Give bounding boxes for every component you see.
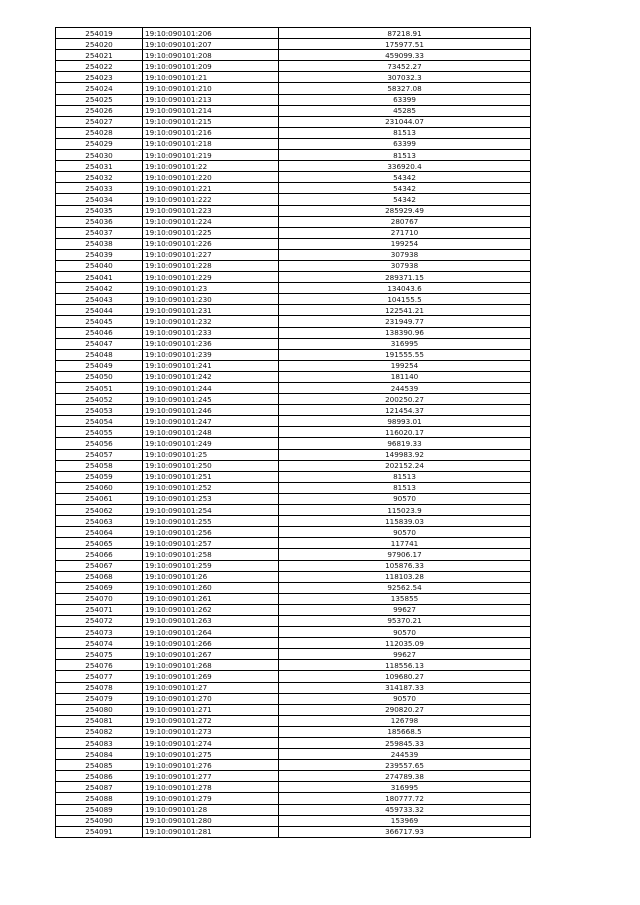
cadastral-number-cell: 19:10:090101:221 <box>143 183 279 194</box>
row-number-cell: 254069 <box>56 582 143 593</box>
row-number-cell: 254039 <box>56 249 143 260</box>
row-number-cell: 254068 <box>56 571 143 582</box>
value-cell: 115839.03 <box>279 516 531 527</box>
row-number-cell: 254089 <box>56 804 143 815</box>
value-cell: 87218.91 <box>279 28 531 39</box>
value-cell: 81513 <box>279 150 531 161</box>
cadastral-number-cell: 19:10:090101:227 <box>143 249 279 260</box>
cadastral-number-cell: 19:10:090101:280 <box>143 815 279 826</box>
cadastral-number-cell: 19:10:090101:229 <box>143 272 279 283</box>
table-row <box>56 360 531 371</box>
table-row <box>56 260 531 271</box>
table-row <box>56 482 531 493</box>
cadastral-number-cell: 19:10:090101:215 <box>143 116 279 127</box>
row-number-cell: 254087 <box>56 782 143 793</box>
table-row <box>56 826 531 837</box>
cadastral-number-cell: 19:10:090101:281 <box>143 826 279 837</box>
row-number-cell: 254049 <box>56 360 143 371</box>
row-number-cell: 254059 <box>56 471 143 482</box>
cadastral-number-cell: 19:10:090101:277 <box>143 771 279 782</box>
row-number-cell: 254080 <box>56 704 143 715</box>
cadastral-number-cell: 19:10:090101:242 <box>143 371 279 382</box>
table-row <box>56 316 531 327</box>
value-cell: 63399 <box>279 138 531 149</box>
table-row <box>56 216 531 227</box>
cadastral-number-cell: 19:10:090101:260 <box>143 582 279 593</box>
row-number-cell: 254046 <box>56 327 143 338</box>
table-row <box>56 305 531 316</box>
value-cell: 336920.4 <box>279 161 531 172</box>
row-number-cell: 254090 <box>56 815 143 826</box>
cadastral-number-cell: 19:10:090101:250 <box>143 460 279 471</box>
cadastral-number-cell: 19:10:090101:209 <box>143 61 279 72</box>
row-number-cell: 254057 <box>56 449 143 460</box>
value-cell: 289371.15 <box>279 272 531 283</box>
value-cell: 244539 <box>279 749 531 760</box>
table-row <box>56 327 531 338</box>
cadastral-number-cell: 19:10:090101:25 <box>143 449 279 460</box>
cadastral-number-cell: 19:10:090101:244 <box>143 383 279 394</box>
cadastral-number-cell: 19:10:090101:206 <box>143 28 279 39</box>
row-number-cell: 254076 <box>56 660 143 671</box>
value-cell: 459099.33 <box>279 50 531 61</box>
value-cell: 135855 <box>279 593 531 604</box>
row-number-cell: 254030 <box>56 150 143 161</box>
value-cell: 95370.21 <box>279 615 531 626</box>
table-row <box>56 61 531 72</box>
cadastral-number-cell: 19:10:090101:231 <box>143 305 279 316</box>
value-cell: 121454.37 <box>279 405 531 416</box>
cadastral-number-cell: 19:10:090101:207 <box>143 39 279 50</box>
table-row <box>56 638 531 649</box>
cadastral-number-cell: 19:10:090101:266 <box>143 638 279 649</box>
table-body <box>56 28 531 838</box>
cadastral-number-cell: 19:10:090101:259 <box>143 560 279 571</box>
row-number-cell: 254055 <box>56 427 143 438</box>
table-row <box>56 183 531 194</box>
value-cell: 239557.65 <box>279 760 531 771</box>
cadastral-number-cell: 19:10:090101:263 <box>143 615 279 626</box>
value-cell: 97906.17 <box>279 549 531 560</box>
value-cell: 314187.33 <box>279 682 531 693</box>
cadastral-number-cell: 19:10:090101:208 <box>143 50 279 61</box>
table-row <box>56 782 531 793</box>
table-row <box>56 394 531 405</box>
row-number-cell: 254045 <box>56 316 143 327</box>
row-number-cell: 254051 <box>56 383 143 394</box>
cadastral-number-cell: 19:10:090101:268 <box>143 660 279 671</box>
value-cell: 118103.28 <box>279 571 531 582</box>
cadastral-number-cell: 19:10:090101:21 <box>143 72 279 83</box>
document-page <box>55 27 531 838</box>
cadastral-number-cell: 19:10:090101:256 <box>143 527 279 538</box>
table-row <box>56 527 531 538</box>
row-number-cell: 254073 <box>56 627 143 638</box>
value-cell: 58327.08 <box>279 83 531 94</box>
cadastral-number-cell: 19:10:090101:245 <box>143 394 279 405</box>
value-cell: 126798 <box>279 715 531 726</box>
row-number-cell: 254061 <box>56 493 143 504</box>
value-cell: 81513 <box>279 482 531 493</box>
row-number-cell: 254037 <box>56 227 143 238</box>
row-number-cell: 254041 <box>56 272 143 283</box>
table-row <box>56 83 531 94</box>
table-row <box>56 715 531 726</box>
cadastral-number-cell: 19:10:090101:269 <box>143 671 279 682</box>
value-cell: 98993.01 <box>279 416 531 427</box>
row-number-cell: 254058 <box>56 460 143 471</box>
value-cell: 81513 <box>279 127 531 138</box>
cadastral-number-cell: 19:10:090101:258 <box>143 549 279 560</box>
cadastral-number-cell: 19:10:090101:224 <box>143 216 279 227</box>
table-row <box>56 383 531 394</box>
table-row <box>56 749 531 760</box>
value-cell: 307938 <box>279 249 531 260</box>
row-number-cell: 254035 <box>56 205 143 216</box>
table-row <box>56 249 531 260</box>
row-number-cell: 254034 <box>56 194 143 205</box>
table-row <box>56 604 531 615</box>
table-row <box>56 771 531 782</box>
cadastral-value-table <box>55 27 531 838</box>
row-number-cell: 254021 <box>56 50 143 61</box>
value-cell: 90570 <box>279 627 531 638</box>
table-row <box>56 815 531 826</box>
table-row <box>56 471 531 482</box>
table-row <box>56 793 531 804</box>
table-row <box>56 582 531 593</box>
value-cell: 231949.77 <box>279 316 531 327</box>
table-row <box>56 682 531 693</box>
cadastral-number-cell: 19:10:090101:218 <box>143 138 279 149</box>
row-number-cell: 254071 <box>56 604 143 615</box>
value-cell: 274789.38 <box>279 771 531 782</box>
row-number-cell: 254063 <box>56 516 143 527</box>
row-number-cell: 254036 <box>56 216 143 227</box>
value-cell: 285929.49 <box>279 205 531 216</box>
cadastral-number-cell: 19:10:090101:249 <box>143 438 279 449</box>
table-row <box>56 571 531 582</box>
row-number-cell: 254082 <box>56 726 143 737</box>
cadastral-number-cell: 19:10:090101:210 <box>143 83 279 94</box>
cadastral-number-cell: 19:10:090101:220 <box>143 172 279 183</box>
cadastral-number-cell: 19:10:090101:23 <box>143 283 279 294</box>
cadastral-number-cell: 19:10:090101:276 <box>143 760 279 771</box>
value-cell: 134043.6 <box>279 283 531 294</box>
table-row <box>56 516 531 527</box>
value-cell: 118556.13 <box>279 660 531 671</box>
table-row <box>56 416 531 427</box>
cadastral-number-cell: 19:10:090101:228 <box>143 260 279 271</box>
row-number-cell: 254028 <box>56 127 143 138</box>
value-cell: 244539 <box>279 383 531 394</box>
table-row <box>56 405 531 416</box>
row-number-cell: 254026 <box>56 105 143 116</box>
table-row <box>56 138 531 149</box>
table-row <box>56 161 531 172</box>
value-cell: 92562.54 <box>279 582 531 593</box>
cadastral-number-cell: 19:10:090101:27 <box>143 682 279 693</box>
table-row <box>56 560 531 571</box>
cadastral-number-cell: 19:10:090101:247 <box>143 416 279 427</box>
cadastral-number-cell: 19:10:090101:261 <box>143 593 279 604</box>
cadastral-number-cell: 19:10:090101:278 <box>143 782 279 793</box>
value-cell: 115023.9 <box>279 505 531 516</box>
row-number-cell: 254032 <box>56 172 143 183</box>
cadastral-number-cell: 19:10:090101:248 <box>143 427 279 438</box>
value-cell: 307032.3 <box>279 72 531 83</box>
value-cell: 54342 <box>279 194 531 205</box>
value-cell: 366717.93 <box>279 826 531 837</box>
table-row <box>56 272 531 283</box>
row-number-cell: 254054 <box>56 416 143 427</box>
value-cell: 316995 <box>279 338 531 349</box>
cadastral-number-cell: 19:10:090101:28 <box>143 804 279 815</box>
row-number-cell: 254066 <box>56 549 143 560</box>
table-row <box>56 94 531 105</box>
cadastral-number-cell: 19:10:090101:213 <box>143 94 279 105</box>
table-row <box>56 150 531 161</box>
row-number-cell: 254023 <box>56 72 143 83</box>
value-cell: 109680.27 <box>279 671 531 682</box>
cadastral-number-cell: 19:10:090101:253 <box>143 493 279 504</box>
row-number-cell: 254047 <box>56 338 143 349</box>
table-row <box>56 738 531 749</box>
table-row <box>56 349 531 360</box>
row-number-cell: 254056 <box>56 438 143 449</box>
value-cell: 90570 <box>279 493 531 504</box>
table-row <box>56 172 531 183</box>
row-number-cell: 254050 <box>56 371 143 382</box>
value-cell: 116020.17 <box>279 427 531 438</box>
table-row <box>56 449 531 460</box>
row-number-cell: 254024 <box>56 83 143 94</box>
table-row <box>56 627 531 638</box>
cadastral-number-cell: 19:10:090101:262 <box>143 604 279 615</box>
row-number-cell: 254033 <box>56 183 143 194</box>
row-number-cell: 254088 <box>56 793 143 804</box>
table-row <box>56 338 531 349</box>
row-number-cell: 254027 <box>56 116 143 127</box>
row-number-cell: 254025 <box>56 94 143 105</box>
table-row <box>56 238 531 249</box>
table-row <box>56 460 531 471</box>
row-number-cell: 254060 <box>56 482 143 493</box>
table-row <box>56 438 531 449</box>
row-number-cell: 254086 <box>56 771 143 782</box>
row-number-cell: 254081 <box>56 715 143 726</box>
cadastral-number-cell: 19:10:090101:26 <box>143 571 279 582</box>
value-cell: 153969 <box>279 815 531 826</box>
row-number-cell: 254052 <box>56 394 143 405</box>
cadastral-number-cell: 19:10:090101:236 <box>143 338 279 349</box>
row-number-cell: 254040 <box>56 260 143 271</box>
table-row <box>56 726 531 737</box>
row-number-cell: 254067 <box>56 560 143 571</box>
value-cell: 231044.07 <box>279 116 531 127</box>
cadastral-number-cell: 19:10:090101:273 <box>143 726 279 737</box>
value-cell: 90570 <box>279 693 531 704</box>
cadastral-number-cell: 19:10:090101:226 <box>143 238 279 249</box>
value-cell: 63399 <box>279 94 531 105</box>
table-row <box>56 549 531 560</box>
table-row <box>56 227 531 238</box>
cadastral-number-cell: 19:10:090101:254 <box>143 505 279 516</box>
value-cell: 191555.55 <box>279 349 531 360</box>
cadastral-number-cell: 19:10:090101:233 <box>143 327 279 338</box>
table-row <box>56 28 531 39</box>
value-cell: 45285 <box>279 105 531 116</box>
table-row <box>56 194 531 205</box>
table-row <box>56 505 531 516</box>
table-row <box>56 72 531 83</box>
cadastral-number-cell: 19:10:090101:264 <box>143 627 279 638</box>
table-row <box>56 671 531 682</box>
value-cell: 81513 <box>279 471 531 482</box>
row-number-cell: 254022 <box>56 61 143 72</box>
table-row <box>56 205 531 216</box>
value-cell: 200250.27 <box>279 394 531 405</box>
table-row <box>56 804 531 815</box>
table-row <box>56 649 531 660</box>
value-cell: 54342 <box>279 172 531 183</box>
table-row <box>56 493 531 504</box>
row-number-cell: 254085 <box>56 760 143 771</box>
cadastral-number-cell: 19:10:090101:267 <box>143 649 279 660</box>
value-cell: 202152.24 <box>279 460 531 471</box>
row-number-cell: 254038 <box>56 238 143 249</box>
table-row <box>56 127 531 138</box>
table-row <box>56 105 531 116</box>
row-number-cell: 254064 <box>56 527 143 538</box>
table-row <box>56 615 531 626</box>
cadastral-number-cell: 19:10:090101:275 <box>143 749 279 760</box>
value-cell: 290820.27 <box>279 704 531 715</box>
row-number-cell: 254083 <box>56 738 143 749</box>
row-number-cell: 254070 <box>56 593 143 604</box>
row-number-cell: 254072 <box>56 615 143 626</box>
value-cell: 459733.32 <box>279 804 531 815</box>
row-number-cell: 254019 <box>56 28 143 39</box>
cadastral-number-cell: 19:10:090101:274 <box>143 738 279 749</box>
cadastral-number-cell: 19:10:090101:241 <box>143 360 279 371</box>
cadastral-number-cell: 19:10:090101:214 <box>143 105 279 116</box>
cadastral-number-cell: 19:10:090101:246 <box>143 405 279 416</box>
value-cell: 181140 <box>279 371 531 382</box>
row-number-cell: 254091 <box>56 826 143 837</box>
value-cell: 99627 <box>279 649 531 660</box>
table-row <box>56 538 531 549</box>
table-row <box>56 704 531 715</box>
cadastral-number-cell: 19:10:090101:251 <box>143 471 279 482</box>
table-row <box>56 50 531 61</box>
row-number-cell: 254084 <box>56 749 143 760</box>
table-row <box>56 693 531 704</box>
table-row <box>56 427 531 438</box>
table-row <box>56 283 531 294</box>
row-number-cell: 254044 <box>56 305 143 316</box>
row-number-cell: 254077 <box>56 671 143 682</box>
cadastral-number-cell: 19:10:090101:252 <box>143 482 279 493</box>
value-cell: 90570 <box>279 527 531 538</box>
cadastral-number-cell: 19:10:090101:255 <box>143 516 279 527</box>
value-cell: 199254 <box>279 238 531 249</box>
value-cell: 99627 <box>279 604 531 615</box>
row-number-cell: 254053 <box>56 405 143 416</box>
value-cell: 180777.72 <box>279 793 531 804</box>
row-number-cell: 254074 <box>56 638 143 649</box>
cadastral-number-cell: 19:10:090101:270 <box>143 693 279 704</box>
value-cell: 122541.21 <box>279 305 531 316</box>
cadastral-number-cell: 19:10:090101:279 <box>143 793 279 804</box>
value-cell: 117741 <box>279 538 531 549</box>
cadastral-number-cell: 19:10:090101:223 <box>143 205 279 216</box>
cadastral-number-cell: 19:10:090101:219 <box>143 150 279 161</box>
row-number-cell: 254078 <box>56 682 143 693</box>
cadastral-number-cell: 19:10:090101:230 <box>143 294 279 305</box>
row-number-cell: 254075 <box>56 649 143 660</box>
row-number-cell: 254079 <box>56 693 143 704</box>
table-row <box>56 116 531 127</box>
row-number-cell: 254048 <box>56 349 143 360</box>
row-number-cell: 254029 <box>56 138 143 149</box>
value-cell: 96819.33 <box>279 438 531 449</box>
value-cell: 112035.09 <box>279 638 531 649</box>
value-cell: 199254 <box>279 360 531 371</box>
value-cell: 105876.33 <box>279 560 531 571</box>
value-cell: 73452.27 <box>279 61 531 72</box>
value-cell: 185668.5 <box>279 726 531 737</box>
table-row <box>56 371 531 382</box>
table-row <box>56 294 531 305</box>
cadastral-number-cell: 19:10:090101:222 <box>143 194 279 205</box>
value-cell: 271710 <box>279 227 531 238</box>
value-cell: 54342 <box>279 183 531 194</box>
value-cell: 149983.92 <box>279 449 531 460</box>
row-number-cell: 254043 <box>56 294 143 305</box>
cadastral-number-cell: 19:10:090101:239 <box>143 349 279 360</box>
cadastral-number-cell: 19:10:090101:225 <box>143 227 279 238</box>
row-number-cell: 254065 <box>56 538 143 549</box>
value-cell: 175977.51 <box>279 39 531 50</box>
cadastral-number-cell: 19:10:090101:216 <box>143 127 279 138</box>
cadastral-number-cell: 19:10:090101:271 <box>143 704 279 715</box>
value-cell: 259845.33 <box>279 738 531 749</box>
value-cell: 280767 <box>279 216 531 227</box>
table-row <box>56 660 531 671</box>
value-cell: 104155.5 <box>279 294 531 305</box>
row-number-cell: 254020 <box>56 39 143 50</box>
value-cell: 138390.96 <box>279 327 531 338</box>
value-cell: 307938 <box>279 260 531 271</box>
row-number-cell: 254031 <box>56 161 143 172</box>
cadastral-number-cell: 19:10:090101:22 <box>143 161 279 172</box>
row-number-cell: 254042 <box>56 283 143 294</box>
table-row <box>56 39 531 50</box>
table-row <box>56 593 531 604</box>
cadastral-number-cell: 19:10:090101:232 <box>143 316 279 327</box>
cadastral-number-cell: 19:10:090101:272 <box>143 715 279 726</box>
cadastral-number-cell: 19:10:090101:257 <box>143 538 279 549</box>
value-cell: 316995 <box>279 782 531 793</box>
row-number-cell: 254062 <box>56 505 143 516</box>
table-row <box>56 760 531 771</box>
